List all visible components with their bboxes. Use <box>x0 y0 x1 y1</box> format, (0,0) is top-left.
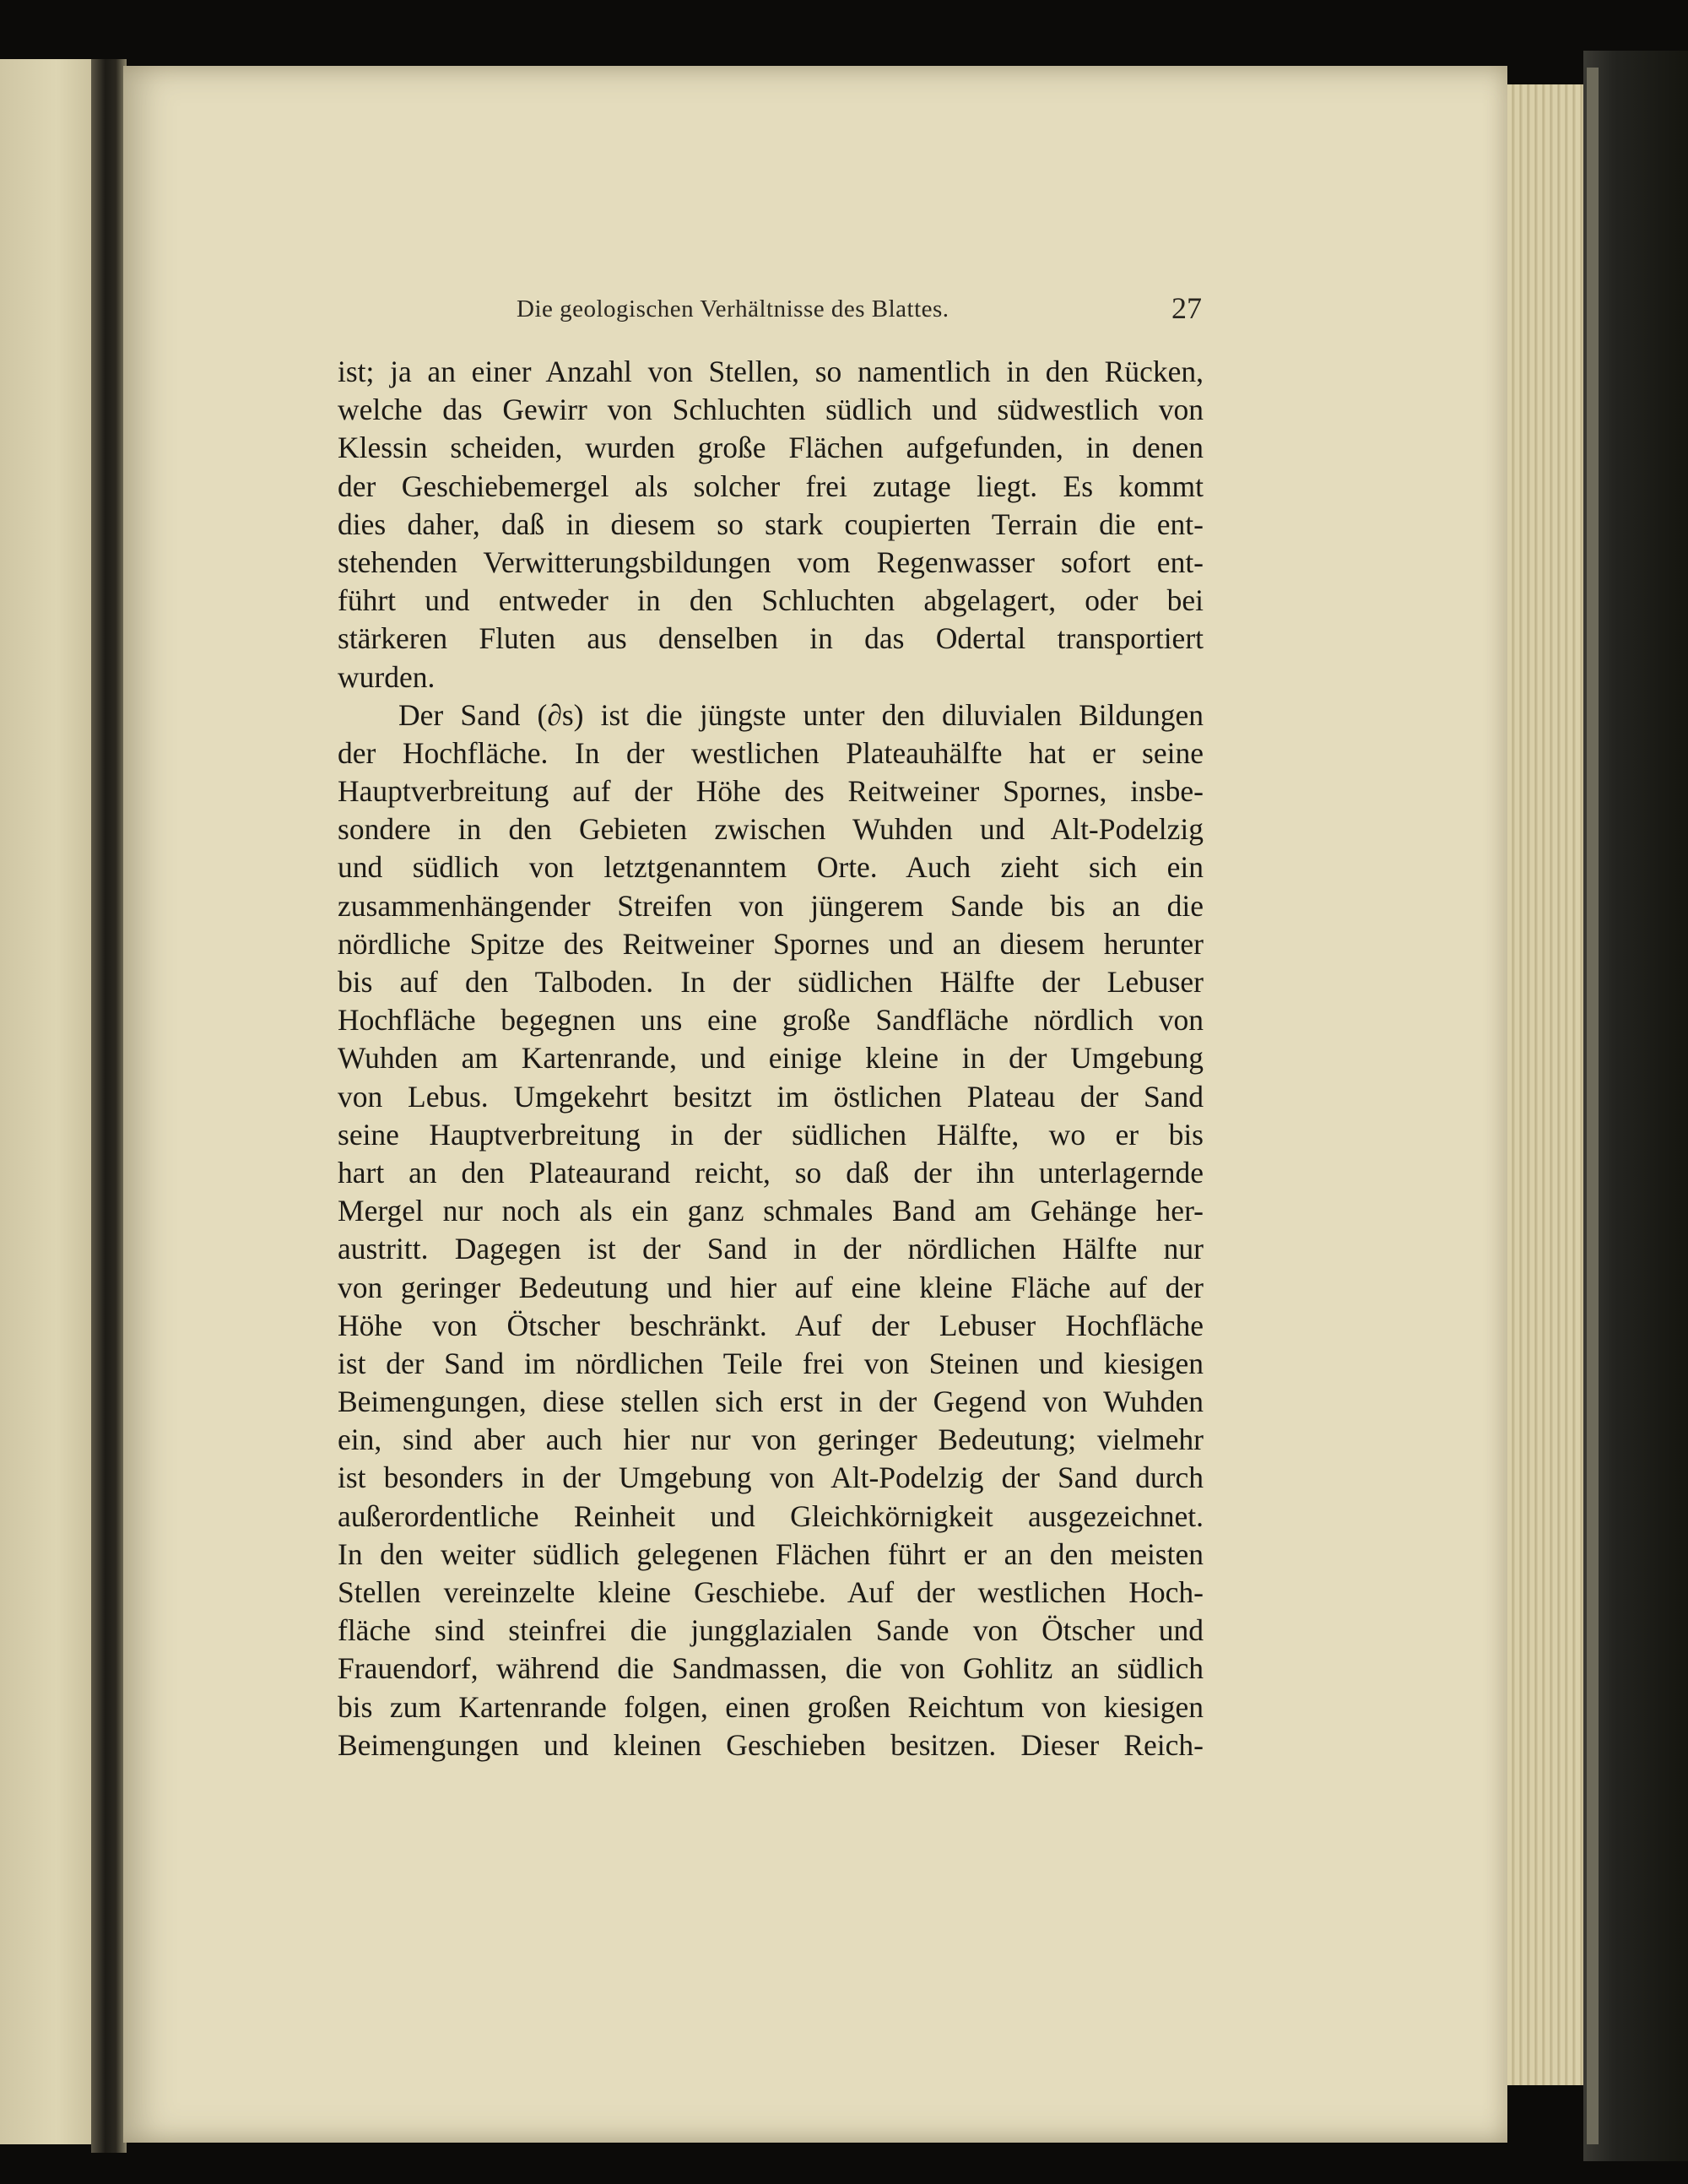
text-line: sondere in den Gebieten zwischen Wuhden und Alt-Podelzig <box>338 812 1204 847</box>
text-line: bis auf den Talboden. In der südlichen Hälfte der Lebuser <box>338 965 1204 999</box>
text-line: Frauendorf, während die Sandmassen, die von Gohlitz an südlich <box>338 1651 1204 1686</box>
body-text <box>338 353 1204 1764</box>
page-header <box>517 291 1202 338</box>
page-number: 27 <box>1171 291 1202 325</box>
text-line: der Hochfläche. In der westlichen Plateauhälfte hat er seine <box>338 735 1204 770</box>
text-line: Stellen vereinzelte kleine Geschiebe. Auf der westlichen Hoch- <box>338 1575 1204 1609</box>
text-line: wurden. <box>338 659 436 694</box>
text-line: Wuhden am Kartenrande, und einige kleine in der Umgebung <box>338 1041 1204 1076</box>
text-line: und südlich von letztgenanntem Orte. Auch zieht sich ein <box>338 850 1204 885</box>
text-line: stehenden Verwitterungsbildungen vom Regenwasser sofort ent- <box>338 545 1204 579</box>
text-line: bis zum Kartenrande folgen, einen großen Reichtum von kiesigen <box>338 1689 1204 1724</box>
text-line: fläche sind steinfrei die jungglazialen Sande von Ötscher und <box>338 1613 1204 1648</box>
text-line: seine Hauptverbreitung in der südlichen Hälfte, wo er bis <box>338 1117 1204 1152</box>
text-line: austritt. Dagegen ist der Sand in der nördlichen Hälfte nur <box>338 1232 1204 1266</box>
text-line: In den weiter südlich gelegenen Flächen führt er an den meisten <box>338 1536 1204 1571</box>
text-line: ist; ja an einer Anzahl von Stellen, so namentlich in den Rücken, <box>338 355 1204 388</box>
text-line: Klessin scheiden, wurden große Flächen aufgefunden, in denen <box>338 431 1204 465</box>
text-line: stärkeren Fluten aus denselben in das Odertal transportiert <box>338 621 1204 656</box>
text-line: von geringer Bedeutung und hier auf eine kleine Fläche auf der <box>338 1270 1204 1304</box>
book-cover-edge <box>1583 51 1688 2161</box>
page-stack-edges <box>1507 84 1583 2085</box>
book-gutter <box>91 59 127 2153</box>
text-line: ist der Sand im nördlichen Teile frei von Steinen und kiesigen <box>338 1346 1204 1380</box>
text-line: zusammenhängender Streifen von jüngerem Sande bis an die <box>338 888 1204 923</box>
text-line: von Lebus. Umgekehrt besitzt im östlichen Plateau der Sand <box>338 1079 1204 1114</box>
text-line: führt und entweder in den Schluchten abgelagert, oder bei <box>338 583 1204 618</box>
text-line: Beimengungen, diese stellen sich erst in der Gegend von Wuhden <box>338 1385 1204 1419</box>
text-line: nördliche Spitze des Reitweiner Spornes und an diesem herunter <box>338 926 1204 961</box>
text-line: Hochfläche begegnen uns eine große Sandfläche nördlich von <box>338 1003 1204 1038</box>
text-line: außerordentliche Reinheit und Gleichkörnigkeit ausgezeichnet. <box>338 1498 1204 1533</box>
text-line: Höhe von Ötscher beschränkt. Auf der Lebuser Hochfläche <box>338 1308 1204 1342</box>
text-line: dies daher, daß in diesem so stark coupierten Terrain die ent- <box>338 507 1204 541</box>
previous-page-edge <box>0 59 95 2144</box>
text-line: Beimengungen und kleinen Geschieben besitzen. Dieser Reich- <box>338 1727 1204 1762</box>
text-line: hart an den Plateaurand reicht, so daß der ihn unterlagernde <box>338 1155 1204 1190</box>
running-head: Die geologischen Verhältnisse des Blattes. <box>517 295 950 322</box>
text-line: ein, sind aber auch hier nur von geringer Bedeutung; vielmehr <box>338 1423 1204 1457</box>
text-line: Hauptverbreitung auf der Höhe des Reitweiner Spornes, insbe- <box>338 774 1204 809</box>
paragraph-start-line: Der Sand (∂s) ist die jüngste unter den diluvialen Bildungen <box>398 697 1204 732</box>
text-line: der Geschiebemergel als solcher frei zutage liegt. Es kommt <box>338 469 1204 503</box>
cover-binding-strip <box>1587 68 1599 2144</box>
text-line: Mergel nur noch als ein ganz schmales Band am Gehänge her- <box>338 1194 1204 1228</box>
text-line: ist besonders in der Umgebung von Alt-Podelzig der Sand durch <box>338 1461 1204 1495</box>
text-line: welche das Gewirr von Schluchten südlich und südwestlich von <box>338 393 1204 427</box>
